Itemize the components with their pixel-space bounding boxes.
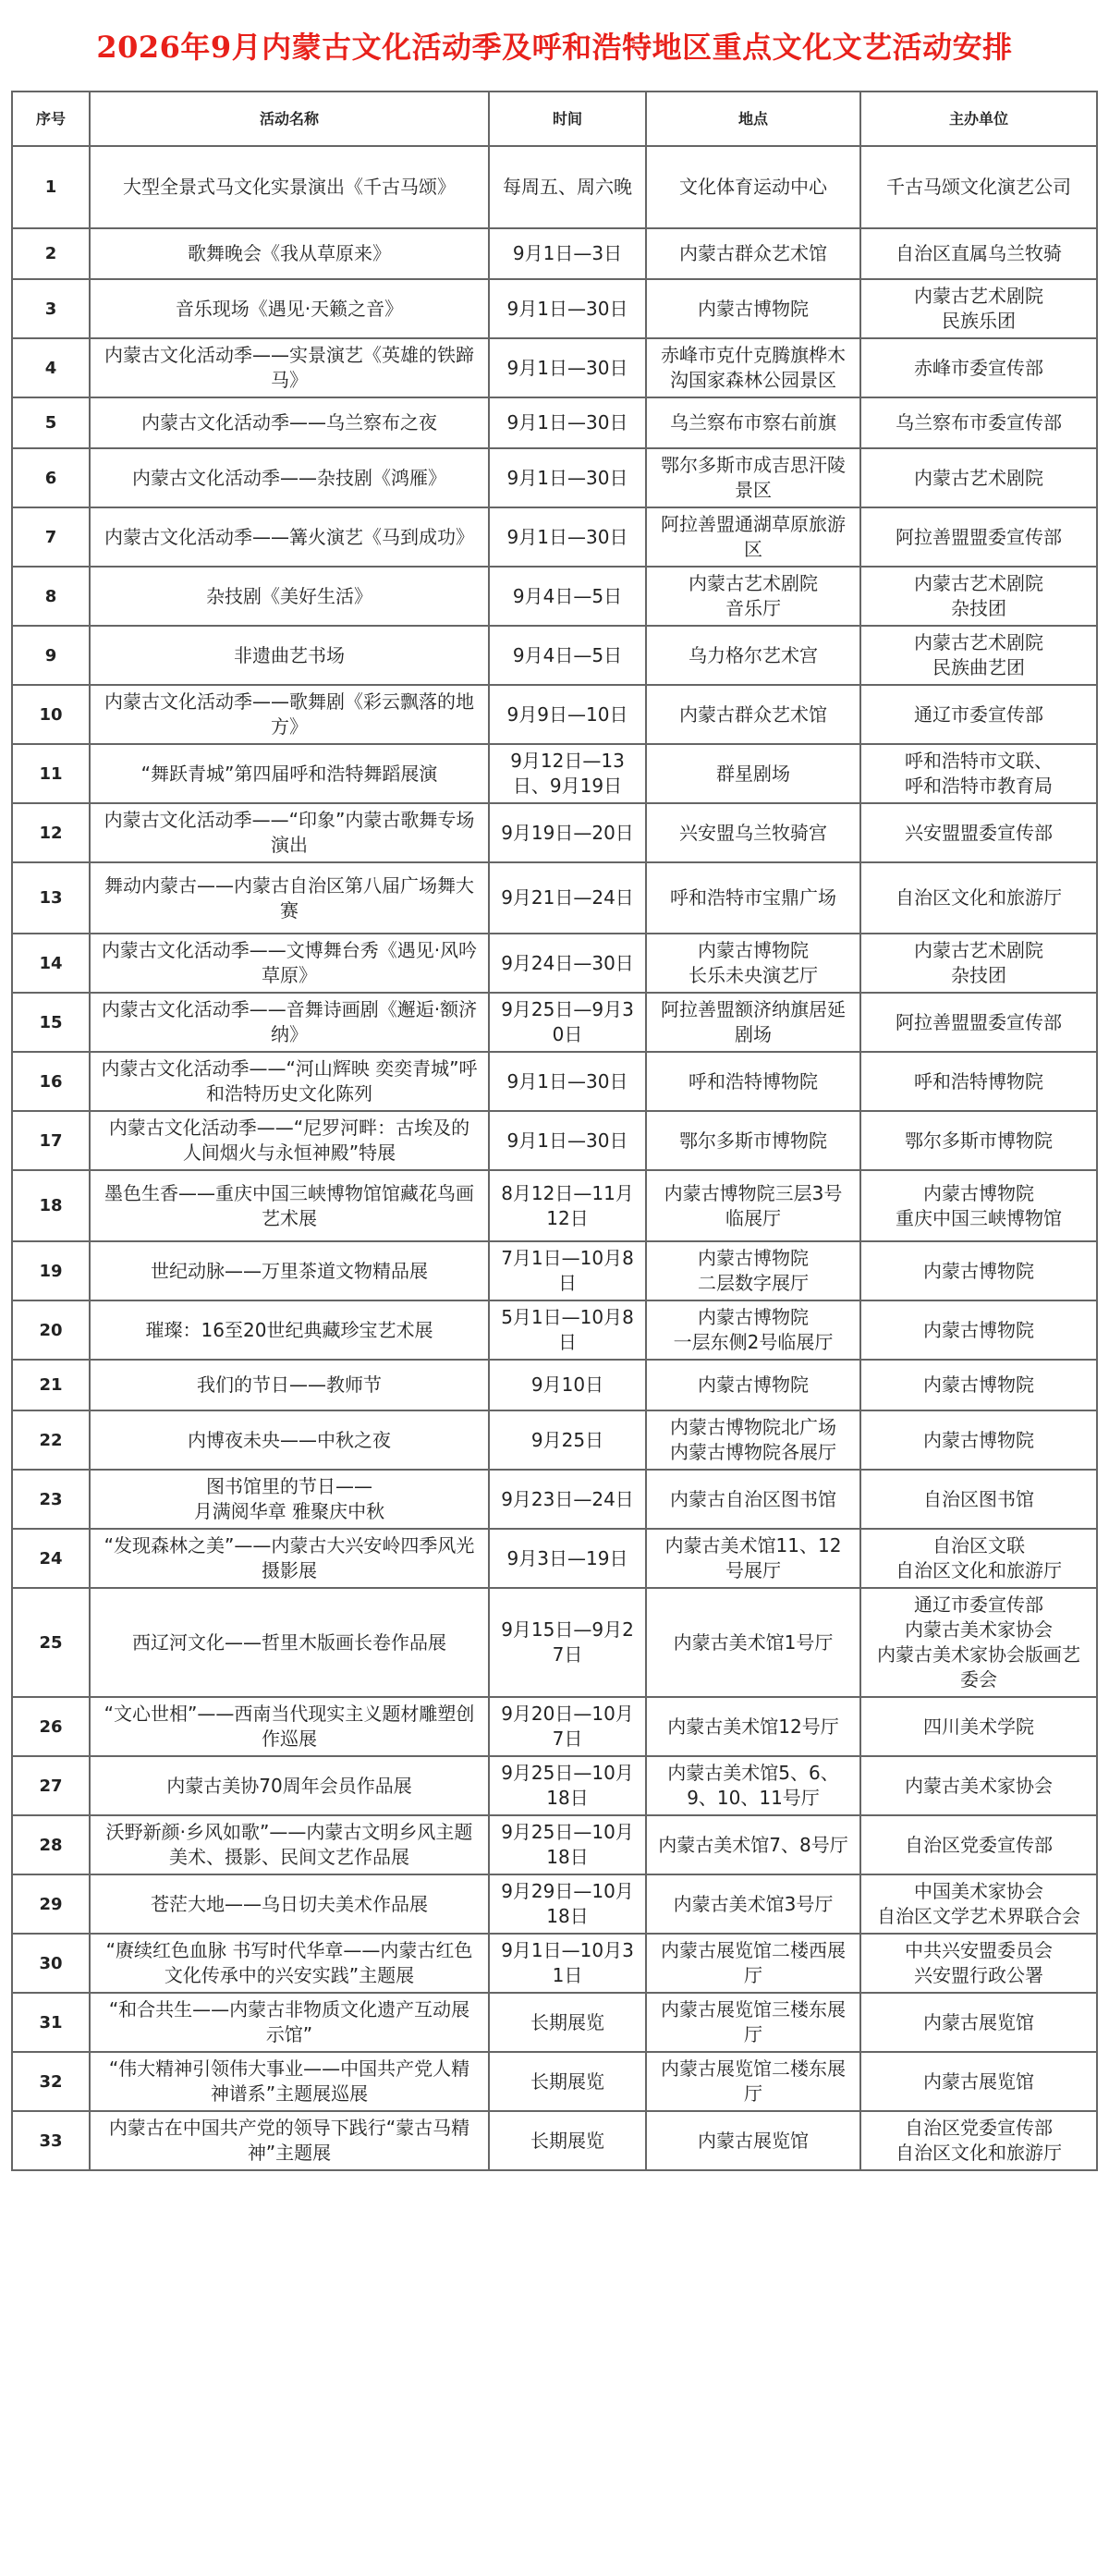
table-row <box>12 338 1097 397</box>
cell-time: 9月29日—10月18日 <box>489 1874 646 1934</box>
cell-no: 17 <box>12 1111 90 1170</box>
cell-name: 歌舞晚会《我从草原来》 <box>90 228 489 279</box>
cell-organizer: 内蒙古博物院 <box>860 1300 1097 1360</box>
cell-time: 9月25日 <box>489 1410 646 1470</box>
cell-location: 内蒙古自治区图书馆 <box>646 1470 860 1529</box>
cell-name: 杂技剧《美好生活》 <box>90 567 489 626</box>
table-row <box>12 146 1097 228</box>
cell-location: 鄂尔多斯市成吉思汗陵景区 <box>646 448 860 507</box>
cell-location: 内蒙古博物院 二层数字展厅 <box>646 1241 860 1300</box>
cell-time: 9月3日—19日 <box>489 1529 646 1588</box>
cell-name: 内蒙古美协70周年会员作品展 <box>90 1756 489 1815</box>
cell-organizer: 自治区文化和旅游厅 <box>860 862 1097 934</box>
table-row <box>12 1815 1097 1874</box>
cell-time: 9月10日 <box>489 1360 646 1410</box>
cell-name: “舞跃青城”第四届呼和浩特舞蹈展演 <box>90 744 489 803</box>
table-row <box>12 1529 1097 1588</box>
cell-time: 9月20日—10月7日 <box>489 1697 646 1756</box>
table-row <box>12 567 1097 626</box>
cell-organizer: 中国美术家协会 自治区文学艺术界联合会 <box>860 1874 1097 1934</box>
table-row <box>12 1241 1097 1300</box>
cell-time: 9月1日—30日 <box>489 448 646 507</box>
cell-organizer: 通辽市委宣传部 <box>860 685 1097 744</box>
cell-time: 9月1日—30日 <box>489 1111 646 1170</box>
table-row <box>12 507 1097 567</box>
cell-organizer: 阿拉善盟盟委宣传部 <box>860 507 1097 567</box>
cell-name: 内蒙古文化活动季——歌舞剧《彩云飘落的地方》 <box>90 685 489 744</box>
cell-organizer: 自治区文联 自治区文化和旅游厅 <box>860 1529 1097 1588</box>
table-row <box>12 448 1097 507</box>
cell-no: 27 <box>12 1756 90 1815</box>
cell-name: 沃野新颜·乡风如歌”——内蒙古文明乡风主题美术、摄影、民间文艺作品展 <box>90 1815 489 1874</box>
cell-no: 19 <box>12 1241 90 1300</box>
cell-no: 28 <box>12 1815 90 1874</box>
cell-no: 16 <box>12 1052 90 1111</box>
cell-time: 7月1日—10月8日 <box>489 1241 646 1300</box>
cell-location: 鄂尔多斯市博物院 <box>646 1111 860 1170</box>
table-row <box>12 2052 1097 2111</box>
cell-time: 8月12日—11月12日 <box>489 1170 646 1241</box>
table-row <box>12 934 1097 993</box>
cell-time: 9月25日—9月30日 <box>489 993 646 1052</box>
cell-time: 9月15日—9月27日 <box>489 1588 646 1697</box>
cell-organizer: 内蒙古博物院 <box>860 1360 1097 1410</box>
cell-no: 32 <box>12 2052 90 2111</box>
cell-name: 图书馆里的节日—— 月满阅华章 雅聚庆中秋 <box>90 1470 489 1529</box>
cell-time: 9月12日—13日、9月19日 <box>489 744 646 803</box>
cell-time: 9月21日—24日 <box>489 862 646 934</box>
cell-location: 内蒙古美术馆7、8号厅 <box>646 1815 860 1874</box>
cell-organizer: 中共兴安盟委员会 兴安盟行政公署 <box>860 1934 1097 1993</box>
cell-name: “赓续红色血脉 书写时代华章——内蒙古红色文化传承中的兴安实践”主题展 <box>90 1934 489 1993</box>
table-row <box>12 1170 1097 1241</box>
cell-time: 长期展览 <box>489 2052 646 2111</box>
cell-organizer: 内蒙古艺术剧院 杂技团 <box>860 934 1097 993</box>
cell-location: 乌兰察布市察右前旗 <box>646 397 860 448</box>
cell-organizer: 阿拉善盟盟委宣传部 <box>860 993 1097 1052</box>
cell-no: 31 <box>12 1993 90 2052</box>
cell-organizer: 鄂尔多斯市博物院 <box>860 1111 1097 1170</box>
table-row <box>12 228 1097 279</box>
cell-time: 9月25日—10月18日 <box>489 1815 646 1874</box>
table-row <box>12 2111 1097 2170</box>
cell-location: 内蒙古博物院 一层东侧2号临展厅 <box>646 1300 860 1360</box>
cell-organizer: 呼和浩特市文联、 呼和浩特市教育局 <box>860 744 1097 803</box>
cell-location: 呼和浩特博物院 <box>646 1052 860 1111</box>
table-row <box>12 803 1097 862</box>
table-row <box>12 1111 1097 1170</box>
cell-name: 我们的节日——教师节 <box>90 1360 489 1410</box>
schedule-table <box>11 91 1098 2171</box>
cell-time: 9月19日—20日 <box>489 803 646 862</box>
cell-no: 1 <box>12 146 90 228</box>
table-row <box>12 1052 1097 1111</box>
header-organizer: 主办单位 <box>860 92 1097 146</box>
cell-no: 9 <box>12 626 90 685</box>
cell-organizer: 自治区党委宣传部 <box>860 1815 1097 1874</box>
cell-location: 阿拉善盟额济纳旗居延剧场 <box>646 993 860 1052</box>
cell-time: 9月25日—10月18日 <box>489 1756 646 1815</box>
header-time: 时间 <box>489 92 646 146</box>
cell-name: 内蒙古文化活动季——“印象”内蒙古歌舞专场演出 <box>90 803 489 862</box>
cell-no: 33 <box>12 2111 90 2170</box>
cell-location: 内蒙古美术馆11、12号展厅 <box>646 1529 860 1588</box>
cell-name: 内蒙古文化活动季——“河山辉映 奕奕青城”呼和浩特历史文化陈列 <box>90 1052 489 1111</box>
cell-organizer: 内蒙古艺术剧院 <box>860 448 1097 507</box>
table-row <box>12 1993 1097 2052</box>
cell-location: 内蒙古群众艺术馆 <box>646 228 860 279</box>
cell-no: 7 <box>12 507 90 567</box>
cell-location: 文化体育运动中心 <box>646 146 860 228</box>
cell-organizer: 内蒙古展览馆 <box>860 1993 1097 2052</box>
cell-no: 11 <box>12 744 90 803</box>
table-row <box>12 1874 1097 1934</box>
cell-no: 22 <box>12 1410 90 1470</box>
table-header-row <box>12 92 1097 146</box>
cell-name: “发现森林之美”——内蒙古大兴安岭四季风光摄影展 <box>90 1529 489 1588</box>
cell-time: 9月1日—30日 <box>489 279 646 338</box>
cell-organizer: 内蒙古艺术剧院 民族曲艺团 <box>860 626 1097 685</box>
cell-time: 9月4日—5日 <box>489 626 646 685</box>
cell-time: 9月23日—24日 <box>489 1470 646 1529</box>
cell-time: 5月1日—10月8日 <box>489 1300 646 1360</box>
cell-location: 内蒙古展览馆 <box>646 2111 860 2170</box>
cell-time: 长期展览 <box>489 2111 646 2170</box>
cell-name: 非遗曲艺书场 <box>90 626 489 685</box>
cell-name: 内蒙古在中国共产党的领导下践行“蒙古马精神”主题展 <box>90 2111 489 2170</box>
cell-location: 内蒙古美术馆5、6、9、10、11号厅 <box>646 1756 860 1815</box>
cell-location: 兴安盟乌兰牧骑宫 <box>646 803 860 862</box>
table-row <box>12 1470 1097 1529</box>
cell-organizer: 自治区图书馆 <box>860 1470 1097 1529</box>
cell-location: 内蒙古美术馆1号厅 <box>646 1588 860 1697</box>
cell-time: 9月1日—3日 <box>489 228 646 279</box>
cell-no: 18 <box>12 1170 90 1241</box>
cell-location: 乌力格尔艺术宫 <box>646 626 860 685</box>
cell-time: 9月1日—30日 <box>489 507 646 567</box>
cell-organizer: 赤峰市委宣传部 <box>860 338 1097 397</box>
table-row <box>12 397 1097 448</box>
header-no: 序号 <box>12 92 90 146</box>
cell-no: 12 <box>12 803 90 862</box>
cell-no: 30 <box>12 1934 90 1993</box>
cell-location: 阿拉善盟通湖草原旅游区 <box>646 507 860 567</box>
cell-no: 4 <box>12 338 90 397</box>
table-body <box>12 146 1097 2170</box>
table-row <box>12 626 1097 685</box>
table-row <box>12 279 1097 338</box>
cell-name: 内蒙古文化活动季——篝火演艺《马到成功》 <box>90 507 489 567</box>
cell-organizer: 兴安盟盟委宣传部 <box>860 803 1097 862</box>
cell-location: 内蒙古美术馆12号厅 <box>646 1697 860 1756</box>
cell-name: 西辽河文化——哲里木版画长卷作品展 <box>90 1588 489 1697</box>
cell-no: 14 <box>12 934 90 993</box>
cell-no: 13 <box>12 862 90 934</box>
cell-location: 内蒙古群众艺术馆 <box>646 685 860 744</box>
cell-name: “伟大精神引领伟大事业——中国共产党人精神谱系”主题展巡展 <box>90 2052 489 2111</box>
cell-time: 9月1日—30日 <box>489 338 646 397</box>
cell-organizer: 内蒙古展览馆 <box>860 2052 1097 2111</box>
cell-location: 内蒙古展览馆三楼东展厅 <box>646 1993 860 2052</box>
table-row <box>12 1934 1097 1993</box>
cell-location: 内蒙古博物院北广场 内蒙古博物院各展厅 <box>646 1410 860 1470</box>
cell-organizer: 自治区直属乌兰牧骑 <box>860 228 1097 279</box>
header-location: 地点 <box>646 92 860 146</box>
cell-organizer: 通辽市委宣传部 内蒙古美术家协会 内蒙古美术家协会版画艺委会 <box>860 1588 1097 1697</box>
cell-location: 内蒙古博物院 <box>646 1360 860 1410</box>
cell-name: 内蒙古文化活动季——乌兰察布之夜 <box>90 397 489 448</box>
cell-name: 音乐现场《遇见·天籁之音》 <box>90 279 489 338</box>
cell-no: 6 <box>12 448 90 507</box>
cell-name: 内蒙古文化活动季——“尼罗河畔：古埃及的人间烟火与永恒神殿”特展 <box>90 1111 489 1170</box>
page-title: 2026年9月内蒙古文化活动季及呼和浩特地区重点文化文艺活动安排 <box>96 30 1013 65</box>
cell-organizer: 内蒙古艺术剧院 民族乐团 <box>860 279 1097 338</box>
cell-location: 群星剧场 <box>646 744 860 803</box>
cell-name: 世纪动脉——万里茶道文物精品展 <box>90 1241 489 1300</box>
cell-name: 内蒙古文化活动季——音舞诗画剧《邂逅·额济纳》 <box>90 993 489 1052</box>
cell-time: 9月9日—10日 <box>489 685 646 744</box>
cell-location: 内蒙古美术馆3号厅 <box>646 1874 860 1934</box>
cell-no: 25 <box>12 1588 90 1697</box>
cell-name: 内蒙古文化活动季——文博舞台秀《遇见·风吟草原》 <box>90 934 489 993</box>
cell-location: 呼和浩特市宝鼎广场 <box>646 862 860 934</box>
cell-organizer: 乌兰察布市委宣传部 <box>860 397 1097 448</box>
header-name: 活动名称 <box>90 92 489 146</box>
cell-name: 苍茫大地——乌日切夫美术作品展 <box>90 1874 489 1934</box>
cell-no: 20 <box>12 1300 90 1360</box>
cell-location: 内蒙古博物院三层3号临展厅 <box>646 1170 860 1241</box>
cell-name: “和合共生——内蒙古非物质文化遗产互动展示馆” <box>90 1993 489 2052</box>
cell-no: 3 <box>12 279 90 338</box>
cell-no: 5 <box>12 397 90 448</box>
cell-organizer: 四川美术学院 <box>860 1697 1097 1756</box>
cell-location: 内蒙古艺术剧院 音乐厅 <box>646 567 860 626</box>
table-row <box>12 1588 1097 1697</box>
cell-no: 24 <box>12 1529 90 1588</box>
cell-location: 内蒙古展览馆二楼东展厅 <box>646 2052 860 2111</box>
cell-name: 内博夜未央——中秋之夜 <box>90 1410 489 1470</box>
table-row <box>12 1300 1097 1360</box>
cell-location: 内蒙古展览馆二楼西展厅 <box>646 1934 860 1993</box>
table-row <box>12 1756 1097 1815</box>
cell-organizer: 内蒙古博物院 重庆中国三峡博物馆 <box>860 1170 1097 1241</box>
table-row <box>12 1360 1097 1410</box>
cell-name: 大型全景式马文化实景演出《千古马颂》 <box>90 146 489 228</box>
cell-organizer: 内蒙古艺术剧院 杂技团 <box>860 567 1097 626</box>
cell-organizer: 自治区党委宣传部 自治区文化和旅游厅 <box>860 2111 1097 2170</box>
cell-location: 内蒙古博物院 长乐未央演艺厅 <box>646 934 860 993</box>
cell-location: 内蒙古博物院 <box>646 279 860 338</box>
cell-organizer: 内蒙古美术家协会 <box>860 1756 1097 1815</box>
cell-time: 9月24日—30日 <box>489 934 646 993</box>
cell-organizer: 千古马颂文化演艺公司 <box>860 146 1097 228</box>
cell-time: 9月4日—5日 <box>489 567 646 626</box>
cell-no: 26 <box>12 1697 90 1756</box>
cell-organizer: 内蒙古博物院 <box>860 1241 1097 1300</box>
cell-no: 29 <box>12 1874 90 1934</box>
cell-no: 10 <box>12 685 90 744</box>
cell-time: 每周五、周六晚 <box>489 146 646 228</box>
cell-location: 赤峰市克什克腾旗桦木沟国家森林公园景区 <box>646 338 860 397</box>
cell-name: 舞动内蒙古——内蒙古自治区第八届广场舞大赛 <box>90 862 489 934</box>
table-row <box>12 744 1097 803</box>
cell-no: 23 <box>12 1470 90 1529</box>
cell-name: 璀璨：16至20世纪典藏珍宝艺术展 <box>90 1300 489 1360</box>
cell-organizer: 内蒙古博物院 <box>860 1410 1097 1470</box>
cell-no: 8 <box>12 567 90 626</box>
cell-organizer: 呼和浩特博物院 <box>860 1052 1097 1111</box>
cell-no: 21 <box>12 1360 90 1410</box>
table-row <box>12 862 1097 934</box>
cell-no: 15 <box>12 993 90 1052</box>
table-row <box>12 993 1097 1052</box>
cell-name: “文心世相”——西南当代现实主义题材雕塑创作巡展 <box>90 1697 489 1756</box>
cell-name: 内蒙古文化活动季——实景演艺《英雄的铁蹄马》 <box>90 338 489 397</box>
cell-name: 墨色生香——重庆中国三峡博物馆馆藏花鸟画艺术展 <box>90 1170 489 1241</box>
cell-time: 9月1日—10月31日 <box>489 1934 646 1993</box>
cell-time: 长期展览 <box>489 1993 646 2052</box>
cell-name: 内蒙古文化活动季——杂技剧《鸿雁》 <box>90 448 489 507</box>
cell-time: 9月1日—30日 <box>489 1052 646 1111</box>
cell-no: 2 <box>12 228 90 279</box>
cell-time: 9月1日—30日 <box>489 397 646 448</box>
table-row <box>12 1697 1097 1756</box>
table-row <box>12 1410 1097 1470</box>
table-row <box>12 685 1097 744</box>
